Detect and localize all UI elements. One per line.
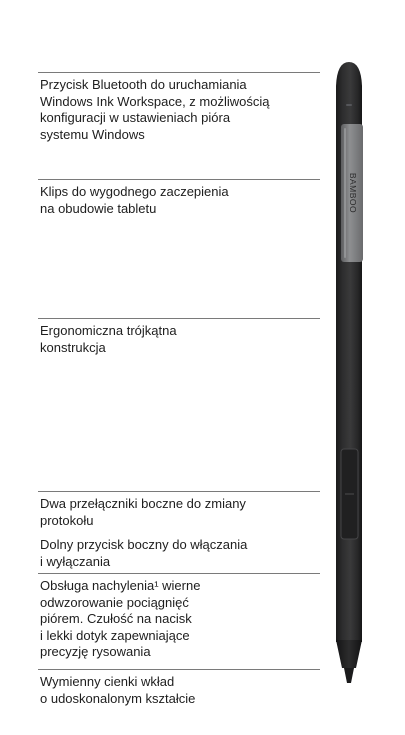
annotation-text: Ergonomiczna trójkątna konstrukcja bbox=[40, 323, 177, 355]
clip-brand-label: BAMBOO bbox=[347, 172, 358, 214]
leader-line bbox=[38, 669, 320, 670]
clip-highlight bbox=[344, 128, 346, 258]
annotation-text: Obsługa nachylenia¹ wierne odwzorowanie pociągnięć piórem. Czułość na nacisk i lekki dotyk zapewniające precyzję rysowania bbox=[40, 578, 201, 659]
annotation-text: Dwa przełączniki boczne do zmiany protokołu bbox=[40, 496, 246, 528]
annotation-bluetooth-button bbox=[38, 72, 320, 143]
stylus-pen-illustration bbox=[300, 60, 405, 700]
annotation-text: Klips do wygodnego zaczepienia na obudowie tabletu bbox=[40, 184, 229, 216]
annotation-text: Wymienny cienki wkład o udoskonalonym kształcie bbox=[40, 674, 196, 706]
nib bbox=[344, 668, 354, 683]
annotation-tilt-pressure bbox=[38, 573, 320, 661]
annotation-text-secondary: Dolny przycisk boczny do włączania i wyłączania bbox=[40, 537, 248, 569]
leader-line bbox=[38, 491, 320, 492]
annotation-clip bbox=[38, 179, 320, 217]
leader-line bbox=[38, 318, 320, 319]
annotation-nib bbox=[38, 669, 320, 707]
annotation-text: Przycisk Bluetooth do uruchamiania Windows Ink Workspace, z możliwością konfiguracji w ustawieniach pióra systemu Windows bbox=[40, 77, 270, 142]
leader-line bbox=[38, 72, 320, 73]
leader-line bbox=[38, 573, 320, 574]
bluetooth-button-icon bbox=[346, 104, 352, 106]
annotation-ergonomic bbox=[38, 318, 320, 356]
annotation-side-switches bbox=[38, 491, 320, 570]
leader-line bbox=[38, 179, 320, 180]
pen-tip-cone bbox=[336, 640, 362, 668]
